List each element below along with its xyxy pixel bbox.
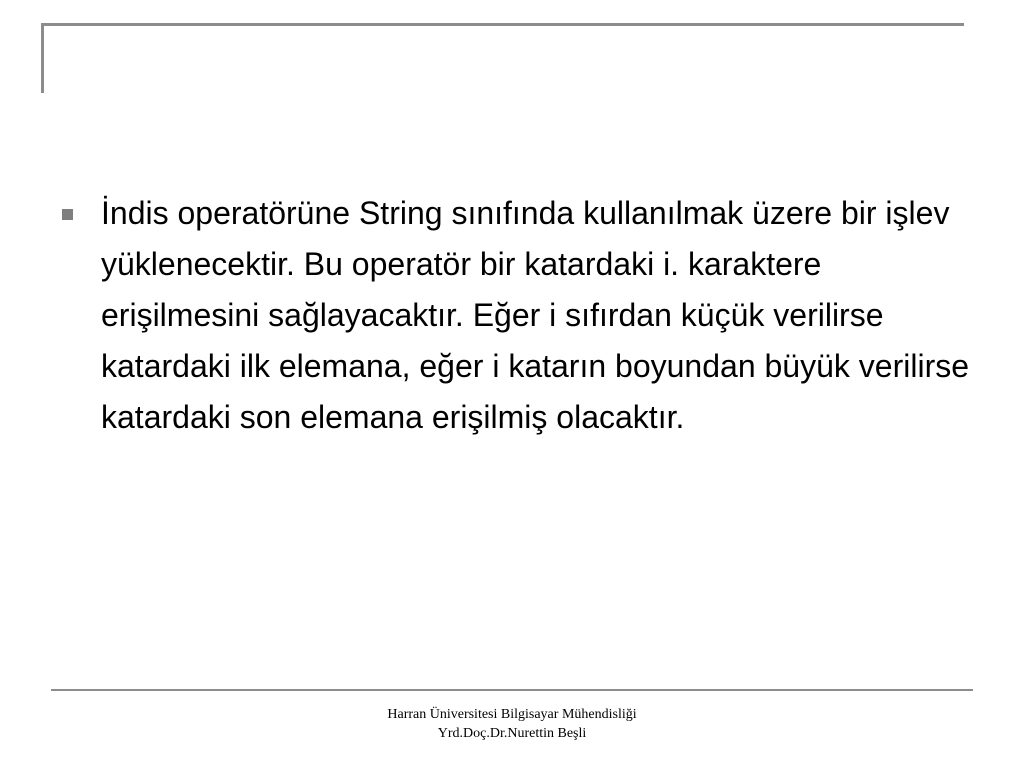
frame-left-rule (41, 23, 44, 93)
bullet-text: İndis operatörüne String sınıfında kullanılmak üzere bir işlev yüklenecektir. Bu operatör bir katardaki i. karaktere erişilmesini sağlayacaktır. Eğer i sıfırdan küçük verilirse katardaki ilk elemana, eğer i katarın boyundan büyük verilirse katardaki son elemana erişilmiş olacaktır. (101, 195, 970, 435)
slide-body (62, 188, 982, 443)
bullet-item (62, 188, 982, 443)
frame-top-rule (41, 23, 964, 26)
footer-rule (51, 689, 973, 691)
square-bullet-icon (62, 209, 73, 220)
footer-institution: Harran Üniversitesi Bilgisayar Mühendisliği (387, 707, 637, 722)
footer (262, 705, 762, 743)
footer-author: Yrd.Doç.Dr.Nurettin Beşli (437, 726, 587, 741)
